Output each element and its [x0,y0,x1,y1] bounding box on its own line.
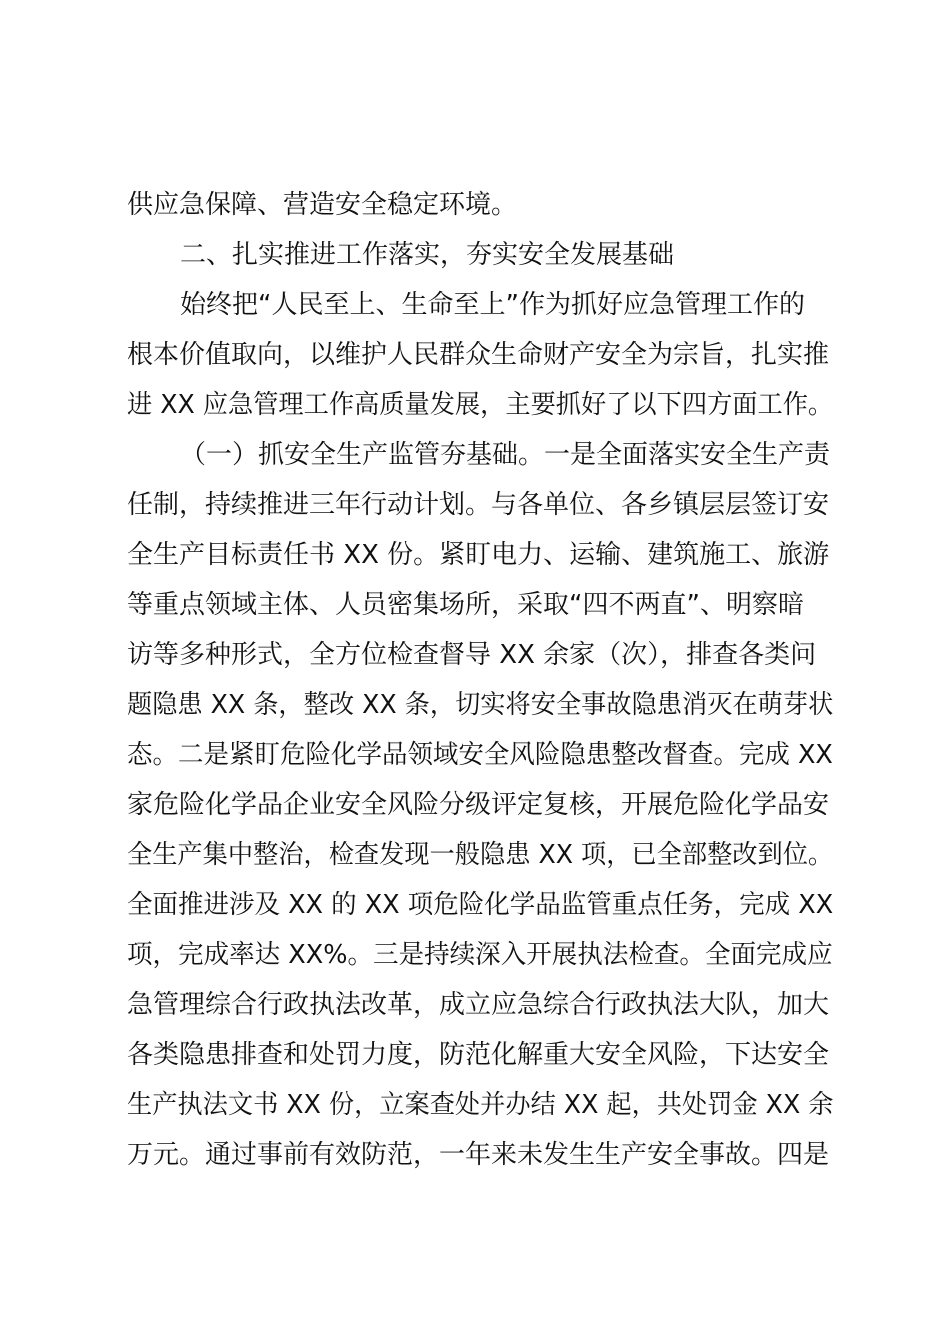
section-heading: 二、扎实推进工作落实，夯实安全发展基础 [180,240,675,270]
text-line: 供应急保障、营造安全稳定环境。 [127,190,518,220]
text-line: 家危险化学品企业安全风险分级评定复核，开展危险化学品安 [127,790,830,820]
text-line: 各类隐患排查和处罚力度，防范化解重大安全风险，下达安全 [127,1040,830,1070]
text-line: 项，完成率达 XX%。三是持续深入开展执法检查。全面完成应 [127,940,833,970]
text-line: 急管理综合行政执法改革，成立应急综合行政执法大队，加大 [127,990,830,1020]
text-line: 进 XX 应急管理工作高质量发展，主要抓好了以下四方面工作。 [127,390,834,420]
paragraph-first-line: 始终把“人民至上、生命至上”作为抓好应急管理工作的 [180,290,805,320]
text-line: 全生产集中整治，检查发现一般隐患 XX 项，已全部整改到位。 [127,840,834,870]
paragraph-first-line: （一）抓安全生产监管夯基础。一是全面落实安全生产责 [180,440,831,470]
text-line: 全生产目标责任书 XX 份。紧盯电力、运输、建筑施工、旅游 [127,540,830,570]
text-line: 任制，持续推进三年行动计划。与各单位、各乡镇层层签订安 [127,490,830,520]
text-line: 万元。通过事前有效防范，一年来未发生生产安全事故。四是 [127,1140,830,1170]
text-line: 访等多种形式，全方位检查督导 XX 余家（次），排查各类问 [127,640,817,670]
text-line: 等重点领域主体、人员密集场所，采取“四不两直”、明察暗 [127,590,804,620]
text-line: 态。二是紧盯危险化学品领域安全风险隐患整改督查。完成 XX [127,740,833,770]
text-line: 根本价值取向，以维护人民群众生命财产安全为宗旨，扎实推 [127,340,830,370]
text-line: 全面推进涉及 XX 的 XX 项危险化学品监管重点任务，完成 XX [127,890,834,920]
text-line: 题隐患 XX 条，整改 XX 条，切实将安全事故隐患消灭在萌芽状 [127,690,834,720]
text-line: 生产执法文书 XX 份，立案查处并办结 XX 起，共处罚金 XX 余 [127,1090,834,1120]
